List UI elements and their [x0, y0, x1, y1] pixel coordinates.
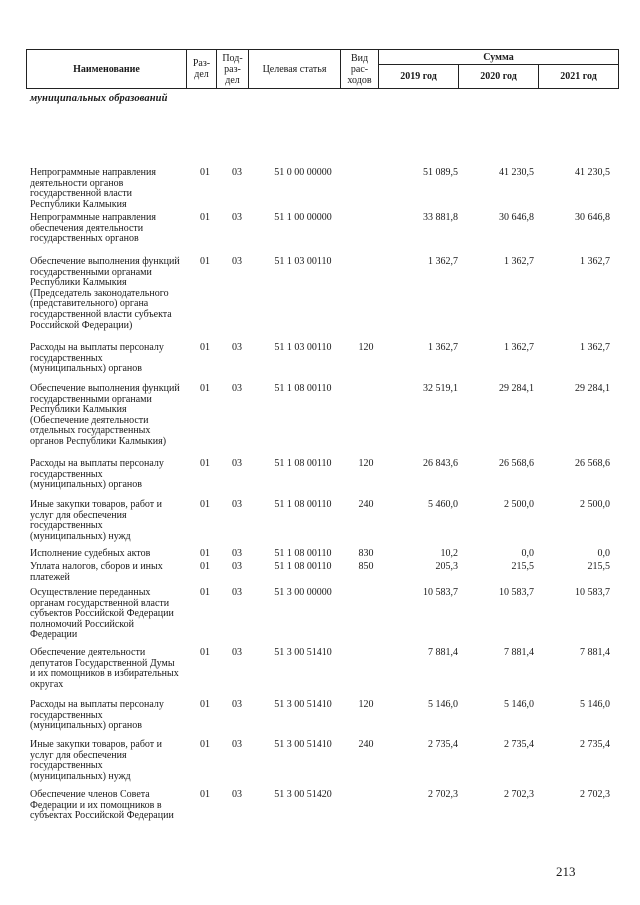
row-2021: 0,0: [597, 548, 610, 559]
row-2020: 2 702,3: [504, 789, 534, 800]
row-name: Непрограммные направления обеспечения деятельности государственных органов: [30, 212, 156, 245]
row-podrazdel: 03: [232, 458, 242, 469]
row-podrazdel: 03: [232, 548, 242, 559]
row-podrazdel: 03: [232, 212, 242, 223]
row-2019: 10,2: [440, 548, 458, 559]
row-name: Расходы на выплаты персоналу государственных (муниципальных) органов: [30, 699, 164, 732]
row-2020: 1 362,7: [504, 256, 534, 267]
row-razdel: 01: [200, 789, 210, 800]
header-2019: 2019 год: [379, 65, 459, 89]
row-razdel: 01: [200, 458, 210, 469]
row-2021: 29 284,1: [575, 383, 610, 394]
row-2019: 2 702,3: [428, 789, 458, 800]
row-vid: 120: [358, 342, 374, 353]
row-2020: 30 646,8: [499, 212, 534, 223]
row-name: Иные закупки товаров, работ и услуг для обеспечения государственных (муниципальных) нужд: [30, 499, 163, 542]
row-name: Обеспечение выполнения функций государственными органами Республики Калмыкия (Обеспечение деятельности отдельных государственных органов Республики Калмыкия): [30, 383, 180, 447]
row-target: 51 3 00 51410: [274, 647, 332, 658]
row-target: 51 1 08 00110: [274, 561, 332, 572]
row-2021: 2 702,3: [580, 789, 610, 800]
row-podrazdel: 03: [232, 383, 242, 394]
row-vid: 830: [358, 548, 374, 559]
row-name: Исполнение судебных актов: [30, 548, 151, 559]
row-target: 51 3 00 51420: [274, 789, 332, 800]
continuation-text: муниципальных образований: [30, 93, 168, 104]
header-name: Наименование: [27, 50, 187, 89]
row-podrazdel: 03: [232, 587, 242, 598]
row-target: 51 3 00 51410: [274, 699, 332, 710]
row-vid: 850: [358, 561, 374, 572]
row-2019: 10 583,7: [423, 587, 458, 598]
row-razdel: 01: [200, 383, 210, 394]
row-podrazdel: 03: [232, 167, 242, 178]
row-2020: 7 881,4: [504, 647, 534, 658]
row-2021: 41 230,5: [575, 167, 610, 178]
row-2020: 29 284,1: [499, 383, 534, 394]
row-2019: 5 460,0: [428, 499, 458, 510]
row-2020: 10 583,7: [499, 587, 534, 598]
row-2019: 7 881,4: [428, 647, 458, 658]
row-target: 51 1 03 00110: [274, 256, 332, 267]
row-podrazdel: 03: [232, 499, 242, 510]
row-razdel: 01: [200, 256, 210, 267]
row-vid: 240: [358, 739, 374, 750]
row-2020: 5 146,0: [504, 699, 534, 710]
row-razdel: 01: [200, 739, 210, 750]
header-target: Целевая статья: [249, 50, 341, 89]
row-2021: 26 568,6: [575, 458, 610, 469]
row-2019: 26 843,6: [423, 458, 458, 469]
row-2019: 5 146,0: [428, 699, 458, 710]
header-razdel: Раз- дел: [187, 50, 217, 89]
row-2021: 1 362,7: [580, 342, 610, 353]
row-name: Иные закупки товаров, работ и услуг для обеспечения государственных (муниципальных) нужд: [30, 739, 163, 782]
row-razdel: 01: [200, 499, 210, 510]
row-target: 51 1 08 00110: [274, 458, 332, 469]
row-2020: 26 568,6: [499, 458, 534, 469]
row-vid: 120: [358, 458, 374, 469]
table-header: [26, 49, 619, 89]
row-name: Расходы на выплаты персоналу государственных (муниципальных) органов: [30, 458, 164, 491]
row-podrazdel: 03: [232, 699, 242, 710]
row-target: 51 1 00 00000: [274, 212, 332, 223]
header-podrazdel: Под- раз- дел: [217, 50, 249, 89]
row-2019: 51 089,5: [423, 167, 458, 178]
row-name: Осуществление переданных органам государственной власти субъектов Российской Федерации полномочий Российской Федерации: [30, 587, 174, 641]
row-target: 51 1 08 00110: [274, 383, 332, 394]
header-vid: Вид рас- ходов: [341, 50, 379, 89]
row-name: Обеспечение деятельности депутатов Государственной Думы и их помощников в избирательных округах: [30, 647, 179, 690]
row-razdel: 01: [200, 699, 210, 710]
row-2019: 2 735,4: [428, 739, 458, 750]
row-razdel: 01: [200, 212, 210, 223]
row-2021: 2 500,0: [580, 499, 610, 510]
row-razdel: 01: [200, 561, 210, 572]
row-target: 51 1 08 00110: [274, 548, 332, 559]
row-name: Уплата налогов, сборов и иных платежей: [30, 561, 163, 583]
row-2021: 1 362,7: [580, 256, 610, 267]
row-razdel: 01: [200, 647, 210, 658]
row-2021: 30 646,8: [575, 212, 610, 223]
row-podrazdel: 03: [232, 342, 242, 353]
row-2021: 215,5: [587, 561, 610, 572]
row-2021: 5 146,0: [580, 699, 610, 710]
row-2019: 32 519,1: [423, 383, 458, 394]
page-number: 213: [556, 864, 576, 879]
row-2019: 205,3: [435, 561, 458, 572]
header-sum: Сумма: [379, 50, 619, 65]
row-target: 51 0 00 00000: [274, 167, 332, 178]
row-2021: 7 881,4: [580, 647, 610, 658]
row-razdel: 01: [200, 342, 210, 353]
row-2019: 33 881,8: [423, 212, 458, 223]
row-name: Расходы на выплаты персоналу государственных (муниципальных) органов: [30, 342, 164, 375]
row-razdel: 01: [200, 167, 210, 178]
row-2020: 41 230,5: [499, 167, 534, 178]
row-2020: 1 362,7: [504, 342, 534, 353]
row-target: 51 1 03 00110: [274, 342, 332, 353]
row-razdel: 01: [200, 587, 210, 598]
row-name: Обеспечение выполнения функций государственными органами Республики Калмыкия (Председатель законодательного (представительного) органа государственной власти субъекта Российской Федерации): [30, 256, 180, 331]
row-target: 51 3 00 00000: [274, 587, 332, 598]
row-target: 51 1 08 00110: [274, 499, 332, 510]
row-2020: 2 735,4: [504, 739, 534, 750]
row-2021: 10 583,7: [575, 587, 610, 598]
row-2020: 0,0: [521, 548, 534, 559]
header-2020: 2020 год: [459, 65, 539, 89]
row-name: Непрограммные направления деятельности органов государственной власти Республики Калмыкия: [30, 167, 156, 210]
row-podrazdel: 03: [232, 647, 242, 658]
row-vid: 120: [358, 699, 374, 710]
row-podrazdel: 03: [232, 256, 242, 267]
row-vid: 240: [358, 499, 374, 510]
row-2020: 2 500,0: [504, 499, 534, 510]
row-2019: 1 362,7: [428, 256, 458, 267]
row-podrazdel: 03: [232, 561, 242, 572]
row-razdel: 01: [200, 548, 210, 559]
row-2021: 2 735,4: [580, 739, 610, 750]
row-podrazdel: 03: [232, 789, 242, 800]
row-name: Обеспечение членов Совета Федерации и их помощников в субъектах Российской Федерации: [30, 789, 174, 822]
row-2019: 1 362,7: [428, 342, 458, 353]
row-target: 51 3 00 51410: [274, 739, 332, 750]
header-2021: 2021 год: [539, 65, 619, 89]
row-2020: 215,5: [511, 561, 534, 572]
row-podrazdel: 03: [232, 739, 242, 750]
